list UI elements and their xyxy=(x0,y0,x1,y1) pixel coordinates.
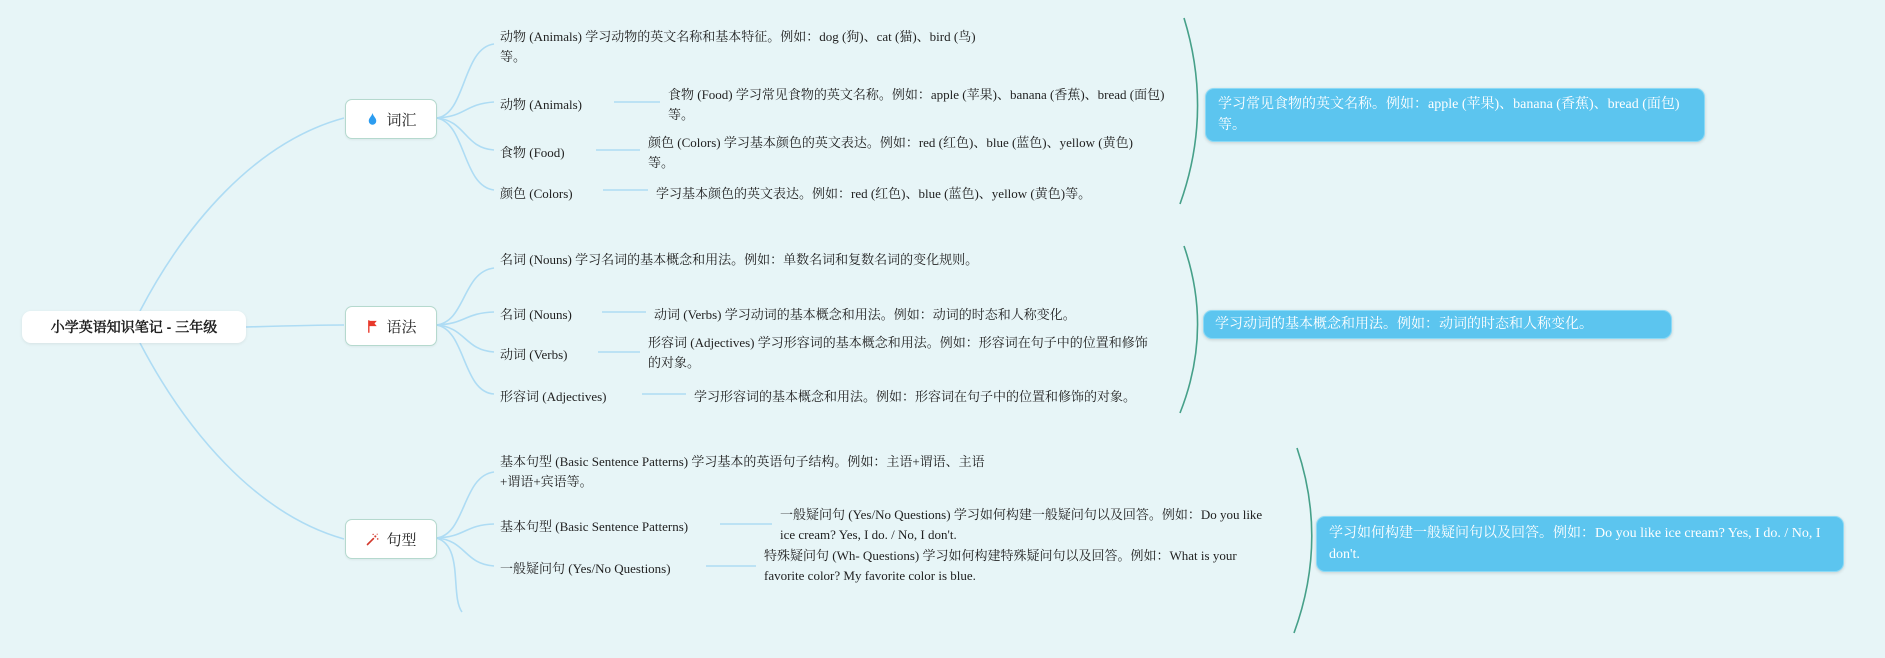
branch-label-sentence-patterns: 句型 xyxy=(386,531,417,549)
edge-root-vocabulary xyxy=(140,118,344,311)
grammar-row2-label[interactable]: 动词 (Verbs) xyxy=(500,347,568,362)
edge-sentence-row3 xyxy=(436,538,462,612)
edge-root-grammar xyxy=(246,325,344,327)
branch-label-grammar: 语法 xyxy=(386,318,417,336)
vocab-row2-label[interactable]: 食物 (Food) xyxy=(500,145,565,160)
brace-vocabulary xyxy=(1180,18,1198,204)
edge-grammar-row3 xyxy=(436,325,494,394)
edge-vocab-row3 xyxy=(436,118,494,190)
root-label: 小学英语知识笔记 - 三年级 xyxy=(50,319,218,335)
branch-node-grammar[interactable] xyxy=(345,306,437,346)
grammar-row3-label[interactable]: 形容词 (Adjectives) xyxy=(500,389,607,404)
flag-icon xyxy=(365,319,380,334)
grammar-row1-text[interactable]: 动词 (Verbs) 学习动词的基本概念和用法。例如：动词的时态和人称变化。 xyxy=(654,307,1076,322)
grammar-row2-text[interactable]: 形容词 (Adjectives) 学习形容词的基本概念和用法。例如：形容词在句子中的位置和修饰的对象。 xyxy=(648,335,1148,370)
vocab-row1-text[interactable]: 食物 (Food) 学习常见食物的英文名称。例如：apple (苹果)、banana (香蕉)、bread (面包)等。 xyxy=(668,87,1165,122)
branch-node-sentence-patterns[interactable] xyxy=(345,519,437,559)
vocab-row3-label[interactable]: 颜色 (Colors) xyxy=(500,186,573,201)
sentence-row1-label[interactable]: 基本句型 (Basic Sentence Patterns) xyxy=(500,519,689,534)
sentence-row2-label[interactable]: 一般疑问句 (Yes/No Questions) xyxy=(500,561,671,576)
highlight-box-yesno-questions[interactable]: 学习如何构建一般疑问句以及回答。例如：Do you like ice cream? Yes, I do. / No, I don't. xyxy=(1316,516,1844,572)
branch-label-vocabulary: 词汇 xyxy=(386,111,417,129)
highlight-box-verbs[interactable]: 学习动词的基本概念和用法。例如：动词的时态和人称变化。 xyxy=(1203,310,1672,339)
edge-grammar-row0 xyxy=(436,268,494,325)
grammar-row3-text[interactable]: 学习形容词的基本概念和用法。例如：形容词在句子中的位置和修饰的对象。 xyxy=(694,389,1137,404)
wand-icon xyxy=(365,532,380,547)
brace-grammar xyxy=(1180,246,1198,413)
branch-node-vocabulary[interactable] xyxy=(345,99,437,139)
vocab-row2-text[interactable]: 颜色 (Colors) 学习基本颜色的英文表达。例如：red (红色)、blue (蓝色)、yellow (黄色)等。 xyxy=(648,135,1133,170)
root-node[interactable] xyxy=(22,311,246,343)
edge-vocab-row0 xyxy=(436,44,494,118)
highlight-box-food[interactable]: 学习常见食物的英文名称。例如：apple (苹果)、banana (香蕉)、bread (面包)等。 xyxy=(1205,88,1705,142)
sentence-row2-text[interactable]: 特殊疑问句 (Wh- Questions) 学习如何构建特殊疑问句以及回答。例如：What is your favorite color? My favorite color is blue. xyxy=(764,548,1237,583)
edge-root-sentence xyxy=(140,343,344,539)
vocab-row1-label[interactable]: 动物 (Animals) xyxy=(500,97,582,112)
grammar-row1-label[interactable]: 名词 (Nouns) xyxy=(500,307,572,322)
edge-sentence-row0 xyxy=(436,472,494,538)
vocab-row3-text[interactable]: 学习基本颜色的英文表达。例如：red (红色)、blue (蓝色)、yellow (黄色)等。 xyxy=(656,186,1092,201)
sentence-row1-text[interactable]: 一般疑问句 (Yes/No Questions) 学习如何构建一般疑问句以及回答。例如：Do you like ice cream? Yes, I do. / No, I don't. xyxy=(780,507,1263,542)
sentence-row0-text[interactable]: 基本句型 (Basic Sentence Patterns) 学习基本的英语句子结构。例如：主语+谓语、主语+谓语+宾语等。 xyxy=(500,454,985,489)
grammar-row0-text[interactable]: 名词 (Nouns) 学习名词的基本概念和用法。例如：单数名词和复数名词的变化规则。 xyxy=(500,252,979,267)
flame-icon xyxy=(365,112,380,127)
vocab-row0-text[interactable]: 动物 (Animals) 学习动物的英文名称和基本特征。例如：dog (狗)、cat (猫)、bird (鸟)等。 xyxy=(500,29,976,64)
edge-vocab-row2 xyxy=(436,118,494,150)
brace-sentence xyxy=(1294,448,1312,633)
